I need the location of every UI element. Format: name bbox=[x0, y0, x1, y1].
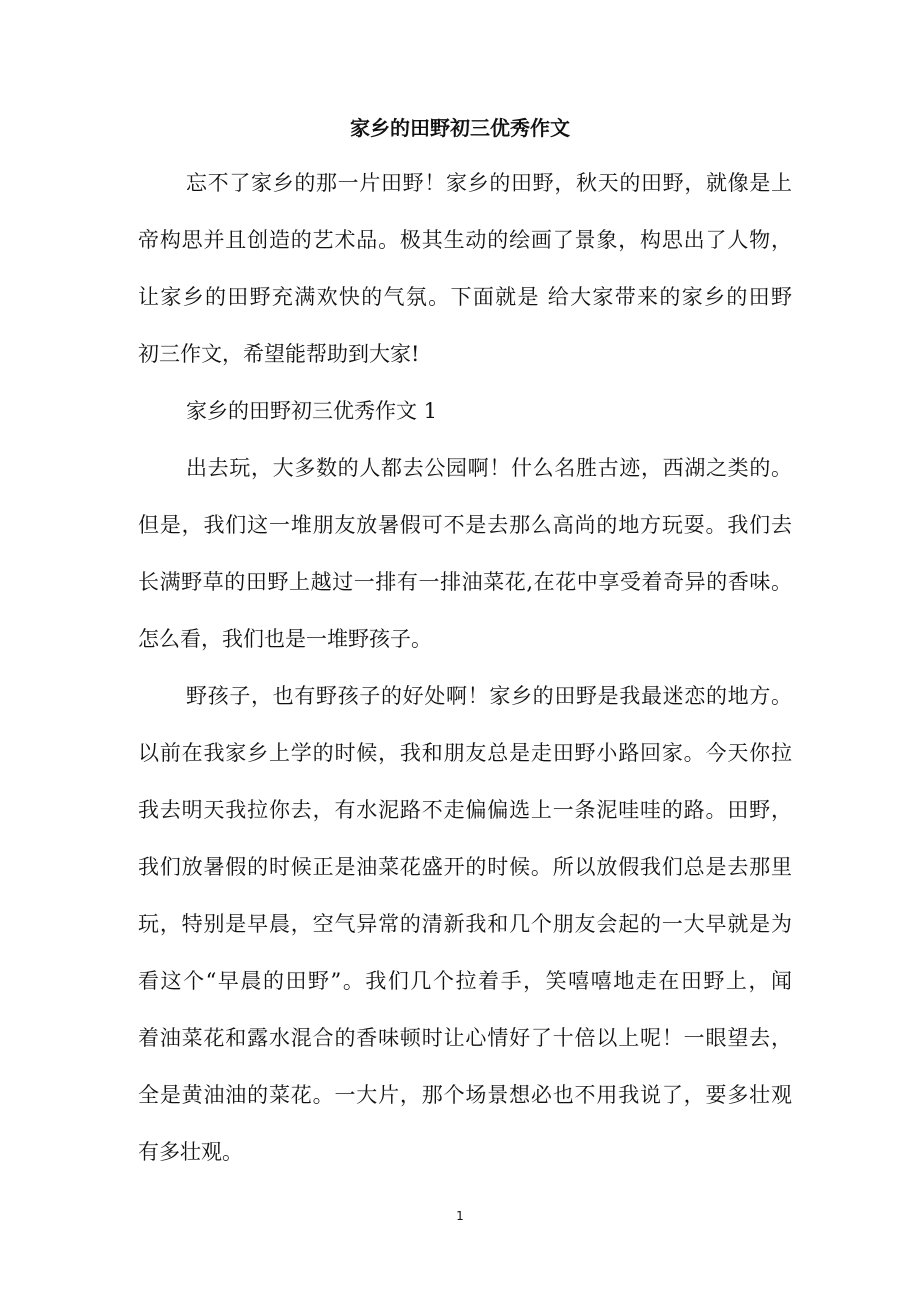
paragraph-2-line-2: 但是，我们这一堆朋友放暑假可不是去那么高尚的地方玩耍。我们去 bbox=[138, 513, 792, 537]
paragraph-1-line-4: 初三作文，希望能帮助到大家! bbox=[138, 342, 420, 366]
paragraph-3-line-7: 着油菜花和露水混合的香味顿时让心情好了十倍以上呢！一眼望去， bbox=[138, 1026, 792, 1050]
paragraph-3-line-5: 玩，特别是早晨，空气异常的清新我和几个朋友会起的一大早就是为 bbox=[138, 912, 792, 936]
paragraph-3-line-9: 有多壮观。 bbox=[138, 1140, 243, 1164]
paragraph-3-line-8: 全是黄油油的菜花。一大片，那个场景想必也不用我说了，要多壮观 bbox=[138, 1083, 792, 1107]
paragraph-1-line-2: 帝构思并且创造的艺术品。极其生动的绘画了景象，构思出了人物， bbox=[138, 228, 792, 252]
paragraph-3-line-3: 我去明天我拉你去，有水泥路不走偏偏选上一条泥哇哇的路。田野， bbox=[138, 798, 792, 822]
paragraph-2-line-1: 出去玩，大多数的人都去公园啊！什么名胜古迹，西湖之类的。 bbox=[186, 456, 792, 480]
paragraph-3-line-2: 以前在我家乡上学的时候，我和朋友总是走田野小路回家。今天你拉 bbox=[138, 741, 792, 765]
paragraph-2-line-3: 长满野草的田野上越过一排有一排油菜花,在花中享受着奇异的香味。 bbox=[138, 570, 792, 594]
paragraph-3-line-4: 我们放暑假的时候正是油菜花盛开的时候。所以放假我们总是去那里 bbox=[138, 855, 792, 879]
page-number: 1 bbox=[456, 1209, 464, 1223]
paragraph-1-line-1: 忘不了家乡的那一片田野！家乡的田野，秋天的田野，就像是上 bbox=[186, 171, 792, 195]
document-title: 家乡的田野初三优秀作文 bbox=[350, 116, 570, 140]
paragraph-2-line-4: 怎么看，我们也是一堆野孩子。 bbox=[138, 627, 432, 651]
section-heading: 家乡的田野初三优秀作文 1 bbox=[186, 399, 438, 423]
paragraph-3-line-6: 看这个“早晨的田野”。我们几个拉着手，笑嘻嘻地走在田野上，闻 bbox=[138, 969, 792, 993]
paragraph-3-line-1: 野孩子，也有野孩子的好处啊！家乡的田野是我最迷恋的地方。 bbox=[186, 684, 792, 708]
paragraph-1-line-3: 让家乡的田野充满欢快的气氛。下面就是 给大家带来的家乡的田野 bbox=[138, 285, 792, 309]
